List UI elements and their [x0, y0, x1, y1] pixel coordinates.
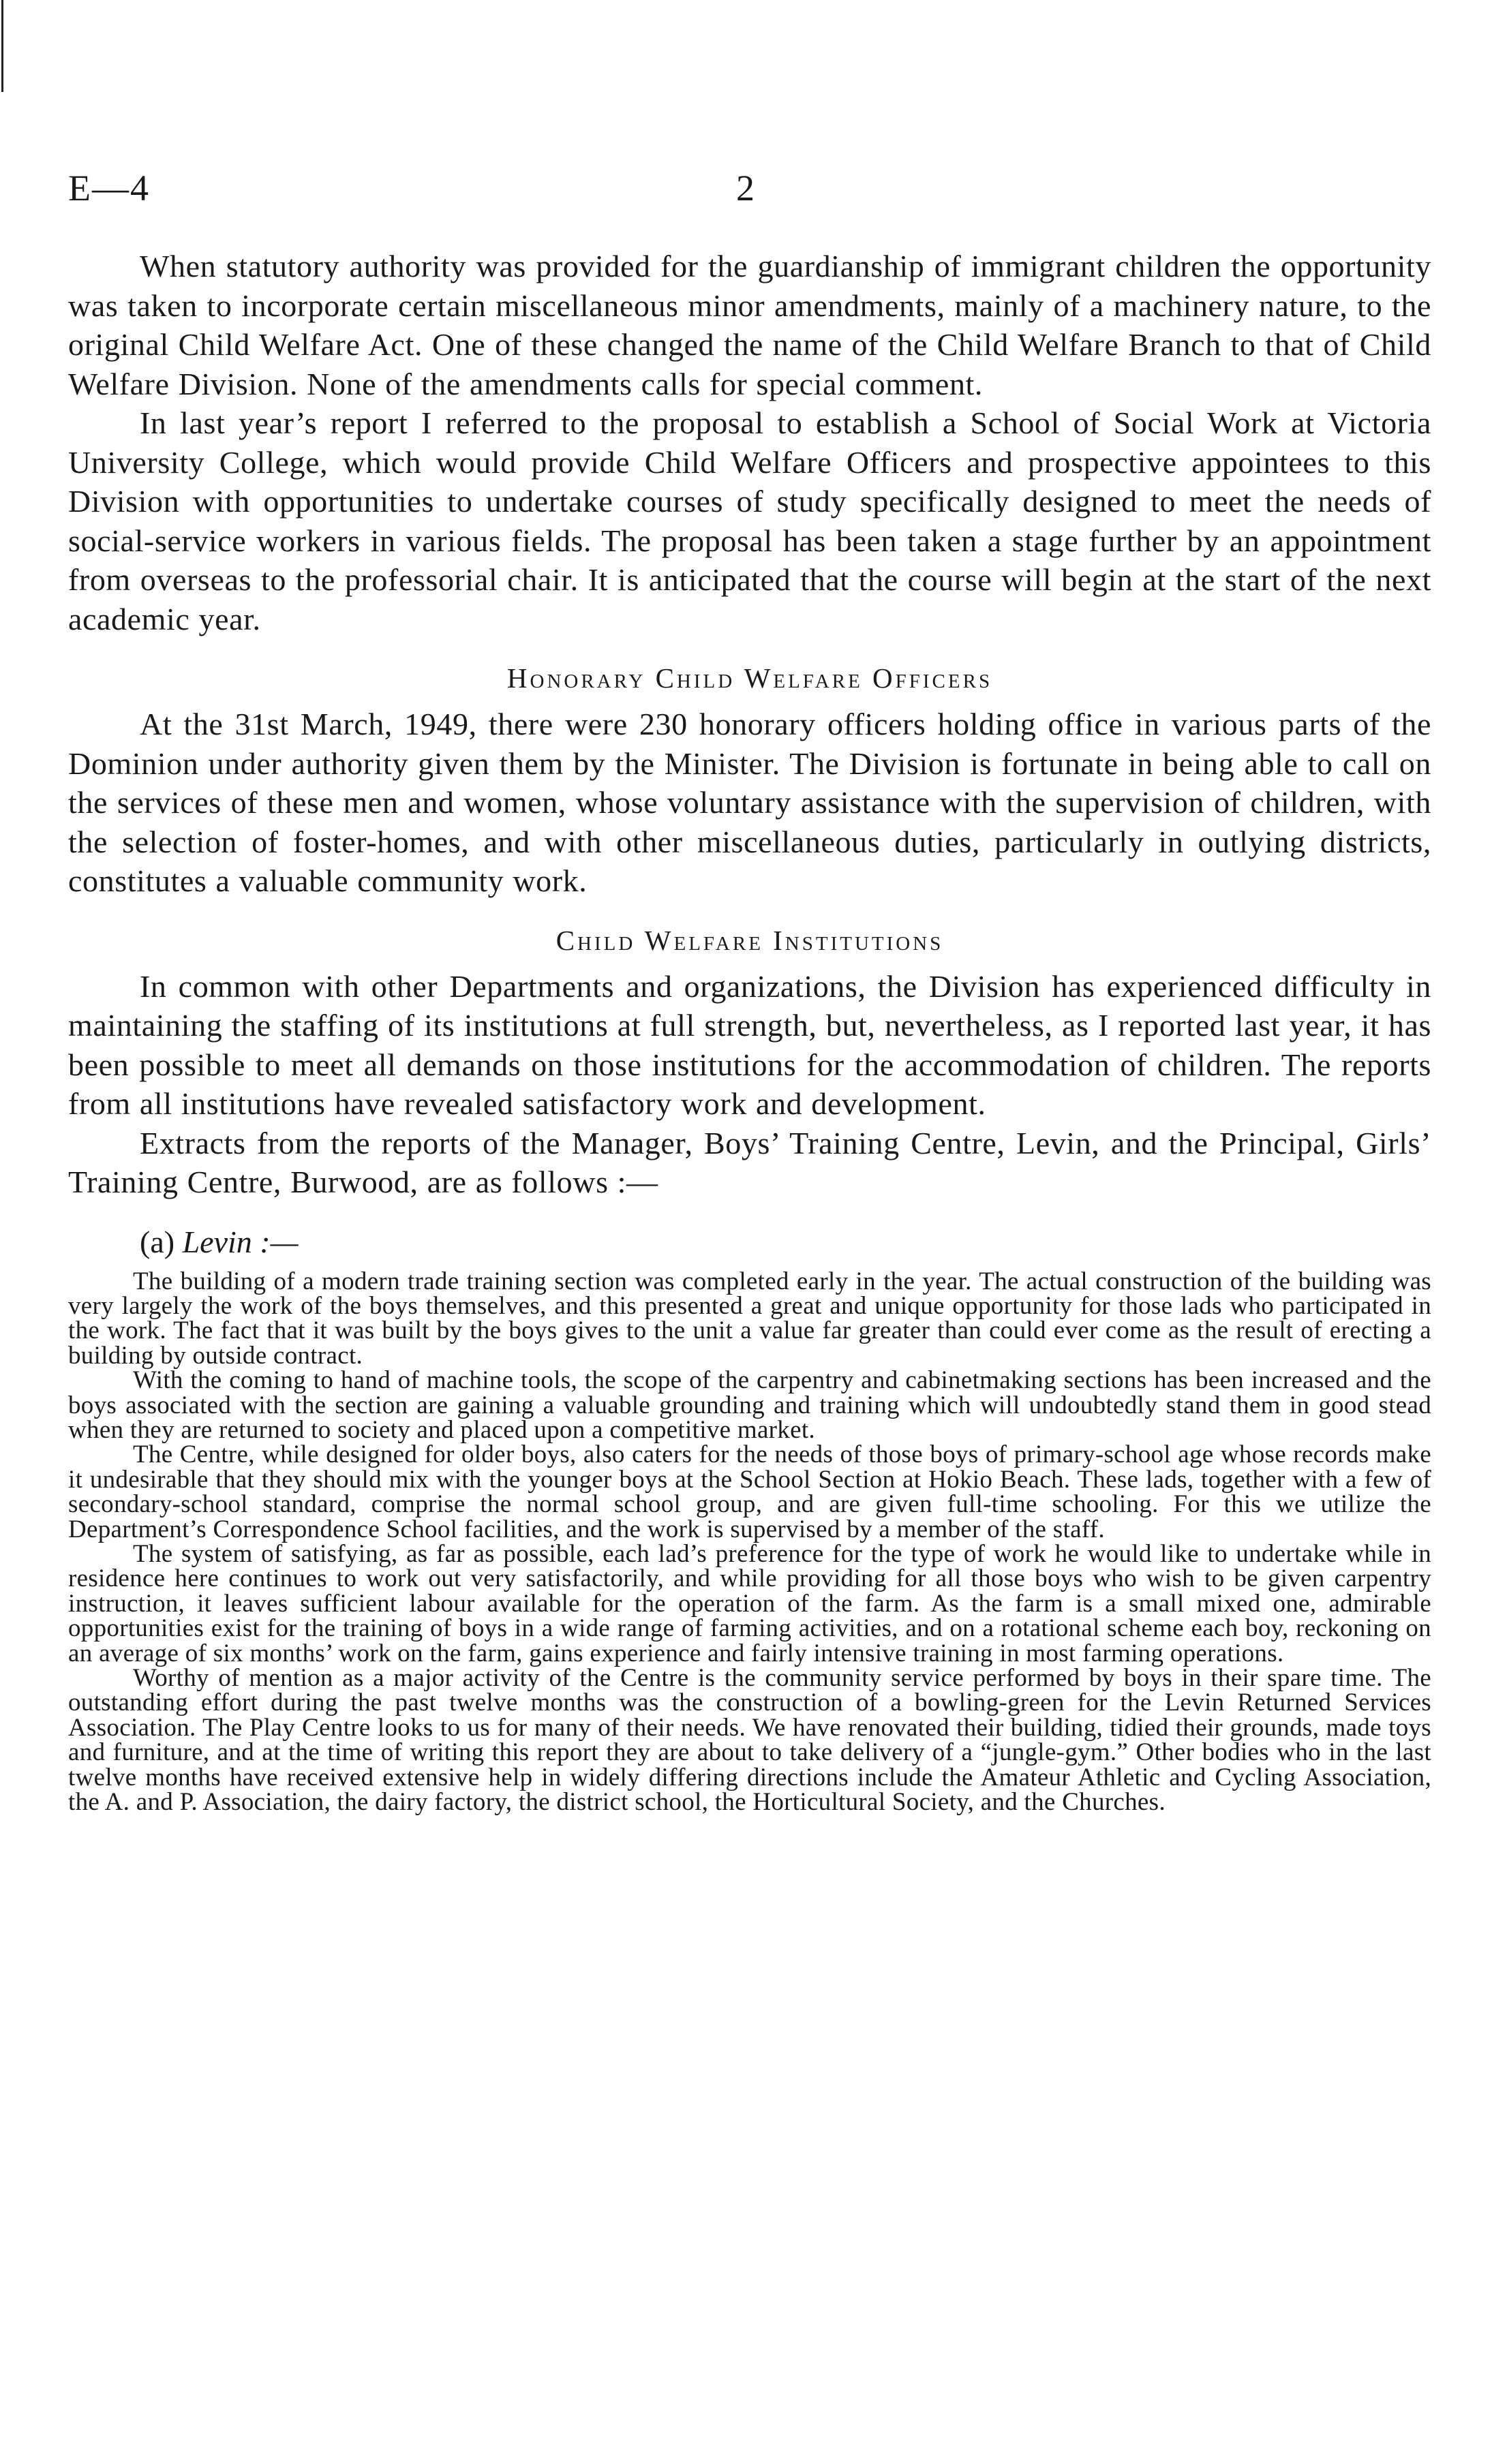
quoted-paragraph: With the coming to hand of machine tools, the scope of the carpentry and cabinetmaking sections has been increased and the boys associated with the section are gaining a valuable grounding and training which will undoubtedly stand them in good stead when they are returned to society and placed upon a competitive market.	[68, 1366, 1431, 1444]
subsection-marker: (a)	[140, 1224, 175, 1259]
document-page	[68, 0, 1431, 2464]
section-heading: Honorary Child Welfare Officers	[506, 662, 993, 694]
quoted-paragraph: The system of satisfying, as far as possible, each lad’s preference for the type of work he would like to undertake while in residence here continues to work out very satisfactorily, and while providing for all those boys who wish to be given carpentry instruction, it leaves sufficient labour available for the operation of the farm. As the farm is a small mixed one, admirable opportunities exist for the training of boys in a wide range of farming activities, and on a rotational scheme each boy, reckoning on an average of six months’ work on the farm, gains experience and fairly intensive training in most farming operations.	[68, 1539, 1431, 1667]
quoted-paragraph: Worthy of mention as a major activity of the Centre is the community service performed by boys in their spare time. The outstanding effort during the past twelve months was the construction of a bowling-green for the Levin Returned Services Association. The Play Centre looks to us for many of their needs. We have renovated their building, tidied their grounds, made toys and furniture, and at the time of writing this report they are about to take delivery of a “jungle-gym.” Other bodies who in the last twelve months have received extensive help in widely differing directions include the Amateur Athletic and Cycling Association, the A. and P. Association, the dairy factory, the district school, the Horticultural Society, and the Churches.	[68, 1664, 1431, 1817]
paragraph: In common with other Departments and organizations, the Division has experienced difficulty in maintaining the staffing of its institutions at full strength, but, nevertheless, as I reported last year, it has been possible to meet all demands on those institutions for the accommodation of children. The reports from all institutions have revealed satisfactory work and development.	[68, 968, 1431, 1121]
paragraph: At the 31st March, 1949, there were 230 honorary officers holding office in various parts of the Dominion under authority given them by the Minister. The Division is fortunate in being able to call on the services of these men and women, whose voluntary assistance with the supervision of children, with the selection of foster-homes, and with other miscellaneous duties, particularly in outlying districts, constitutes a valuable community work.	[68, 707, 1431, 898]
paragraph: In last year’s report I referred to the proposal to establish a School of Social Work at Victoria University College, which would provide Child Welfare Officers and prospective appointees to this Division with opportunities to undertake courses of study specifically designed to meet the needs of social-service workers in various fields. The proposal has been taken a stage further by an appointment from overseas to the professorial chair. It is anticipated that the course will begin at the start of the next academic year.	[68, 405, 1431, 636]
quoted-paragraph: The Centre, while designed for older boys, also caters for the needs of those boys of primary-school age whose records make it undesirable that they should mix with the younger boys at the School Section at Hokio Beach. These lads, together with a few of secondary-school standard, comprise the normal school group, and are given full-time schooling. For this we utilize the Department’s Correspondence School facilities, and the work is supervised by a member of the staff.	[68, 1441, 1431, 1543]
section-heading: Child Welfare Institutions	[555, 924, 944, 956]
subsection-title: Levin :—	[182, 1224, 299, 1259]
document-body	[68, 247, 1431, 1815]
quoted-paragraph: The building of a modern trade training section was completed early in the year. The actual construction of the building was very largely the work of the boys themselves, and this presented a great and unique opportunity for those lads who participated in the work. The fact that it was built by the boys gives to the unit a value far greater than could ever come as the result of erecting a building by outside contract.	[68, 1267, 1431, 1370]
paragraph: Extracts from the reports of the Manager, Boys’ Training Centre, Levin, and the Principal, Girls’ Training Centre, Burwood, are as follows :—	[68, 1125, 1431, 1199]
scan-edge-mark	[1, 0, 3, 92]
page-number: 2	[736, 168, 755, 209]
document-code: E—4	[68, 168, 150, 209]
paragraph: When statutory authority was provided for the guardianship of immigrant children the opportunity was taken to incorporate certain miscellaneous minor amendments, mainly of a machinery nature, to the original Child Welfare Act. One of these changed the name of the Child Welfare Branch to that of Child Welfare Division. None of the amendments calls for special comment.	[68, 249, 1431, 401]
subsection-heading	[140, 1222, 1431, 1261]
